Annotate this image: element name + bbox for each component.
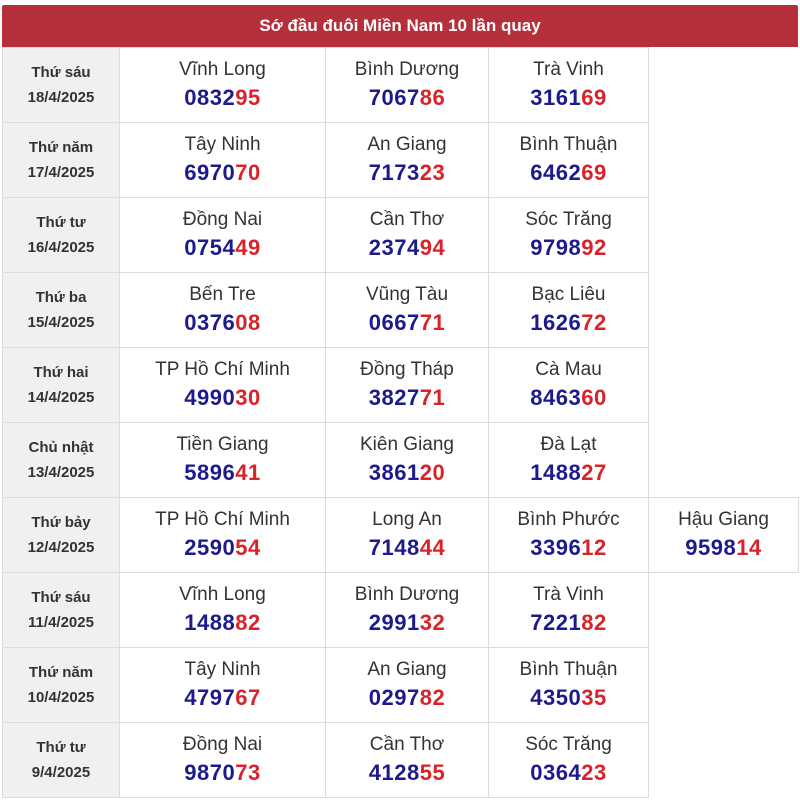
number-head-digits: 0754 — [184, 235, 236, 260]
province-result-cell — [120, 123, 326, 198]
number-tail-digits: 71 — [419, 310, 446, 335]
number-tail-digits: 69 — [581, 85, 607, 110]
weekday-label: Thứ hai — [33, 364, 89, 381]
number-tail-digits: 82 — [235, 610, 261, 635]
number-head-digits: 3827 — [368, 385, 420, 410]
prize-number — [120, 458, 325, 488]
province-name: Tây Ninh — [184, 134, 261, 155]
number-tail-digits: 55 — [419, 760, 446, 785]
number-head-digits: 5896 — [184, 460, 236, 485]
province-name: Cần Thơ — [369, 734, 445, 755]
number-head-digits: 0832 — [184, 85, 236, 110]
results-table-body — [3, 48, 799, 798]
number-head-digits: 4990 — [184, 385, 236, 410]
draw-date: 11/4/2025 — [28, 614, 94, 631]
province-result-cell — [649, 498, 799, 573]
prize-number — [326, 308, 488, 338]
province-name: Long An — [372, 509, 442, 530]
weekday-label: Chủ nhật — [28, 439, 94, 456]
empty-cell — [649, 648, 799, 723]
province-name: Kiên Giang — [359, 434, 454, 455]
province-name: Bình Thuận — [519, 134, 618, 155]
table-row — [3, 573, 799, 648]
province-result-cell — [489, 648, 649, 723]
province-name: Bình Thuận — [519, 659, 618, 680]
number-head-digits: 2590 — [184, 535, 236, 560]
number-head-digits: 1488 — [530, 460, 582, 485]
date-cell — [3, 348, 120, 423]
province-result-cell — [326, 273, 489, 348]
weekday-label: Thứ ba — [35, 289, 87, 306]
province-result-cell — [489, 123, 649, 198]
weekday-label: Thứ năm — [28, 664, 94, 681]
prize-number — [120, 758, 325, 788]
table-row — [3, 273, 799, 348]
prize-number — [120, 608, 325, 638]
number-tail-digits: 94 — [419, 235, 446, 260]
province-result-cell — [120, 273, 326, 348]
province-result-cell — [326, 198, 489, 273]
table-row — [3, 723, 799, 798]
number-tail-digits: 35 — [581, 685, 607, 710]
province-name: Vũng Tàu — [365, 284, 449, 305]
number-head-digits: 0667 — [368, 310, 420, 335]
number-head-digits: 0297 — [368, 685, 420, 710]
table-row — [3, 48, 799, 123]
prize-number — [326, 83, 488, 113]
prize-number — [120, 683, 325, 713]
number-tail-digits: 54 — [235, 535, 261, 560]
province-name: Bình Dương — [354, 59, 460, 80]
number-tail-digits: 95 — [235, 85, 261, 110]
province-result-cell — [326, 498, 489, 573]
weekday-label: Thứ năm — [28, 139, 94, 156]
prize-number — [489, 308, 648, 338]
prize-number — [489, 233, 648, 263]
number-head-digits: 0364 — [530, 760, 582, 785]
number-head-digits: 1488 — [184, 610, 236, 635]
number-tail-digits: 12 — [581, 535, 607, 560]
province-name: An Giang — [367, 659, 447, 680]
table-row — [3, 348, 799, 423]
number-tail-digits: 20 — [419, 460, 446, 485]
province-result-cell — [326, 648, 489, 723]
province-result-cell — [489, 348, 649, 423]
date-cell — [3, 498, 120, 573]
prize-number — [326, 683, 488, 713]
number-tail-digits: 92 — [581, 235, 607, 260]
draw-date: 12/4/2025 — [27, 539, 95, 556]
prize-number — [326, 608, 488, 638]
table-row — [3, 198, 799, 273]
number-head-digits: 2374 — [368, 235, 420, 260]
number-tail-digits: 08 — [235, 310, 261, 335]
province-name: Cần Thơ — [369, 209, 445, 230]
prize-number — [120, 83, 325, 113]
prize-number — [489, 683, 648, 713]
province-name: Vĩnh Long — [179, 584, 266, 605]
draw-date: 14/4/2025 — [27, 389, 95, 406]
table-row — [3, 423, 799, 498]
prize-number — [489, 458, 648, 488]
number-tail-digits: 30 — [235, 385, 261, 410]
prize-number — [326, 383, 488, 413]
number-tail-digits: 49 — [235, 235, 261, 260]
empty-cell — [649, 198, 799, 273]
date-cell — [3, 648, 120, 723]
date-cell — [3, 273, 120, 348]
date-cell — [3, 573, 120, 648]
province-result-cell — [326, 423, 489, 498]
date-cell — [3, 198, 120, 273]
province-name: Bến Tre — [189, 284, 256, 305]
province-name: Sóc Trăng — [525, 734, 612, 755]
number-tail-digits: 44 — [419, 535, 446, 560]
number-tail-digits: 67 — [235, 685, 261, 710]
date-cell — [3, 723, 120, 798]
number-head-digits: 3861 — [368, 460, 420, 485]
draw-date: 16/4/2025 — [27, 239, 95, 256]
draw-date: 18/4/2025 — [27, 89, 95, 106]
number-head-digits: 0376 — [184, 310, 236, 335]
empty-cell — [649, 723, 799, 798]
province-name: TP Hồ Chí Minh — [155, 359, 290, 380]
number-head-digits: 9870 — [184, 760, 236, 785]
province-result-cell — [326, 123, 489, 198]
number-head-digits: 7067 — [368, 85, 420, 110]
province-result-cell — [120, 48, 326, 123]
empty-cell — [649, 423, 799, 498]
date-cell — [3, 123, 120, 198]
prize-number — [489, 158, 648, 188]
prize-number — [326, 158, 488, 188]
prize-number — [120, 158, 325, 188]
weekday-label: Thứ sáu — [31, 589, 91, 606]
province-name: Đồng Tháp — [360, 359, 454, 380]
number-tail-digits: 73 — [235, 760, 261, 785]
prize-number — [489, 83, 648, 113]
province-name: Vĩnh Long — [179, 59, 266, 80]
draw-date: 13/4/2025 — [27, 464, 95, 481]
province-result-cell — [326, 723, 489, 798]
panel-title: Sớ đầu đuôi Miền Nam 10 lần quay — [2, 5, 798, 47]
number-tail-digits: 69 — [581, 160, 607, 185]
province-result-cell — [120, 348, 326, 423]
number-tail-digits: 27 — [581, 460, 607, 485]
province-name: TP Hồ Chí Minh — [155, 509, 290, 530]
prize-number — [326, 233, 488, 263]
province-name: Tây Ninh — [184, 659, 261, 680]
province-name: Tiền Giang — [176, 434, 269, 455]
prize-number — [649, 533, 798, 563]
province-result-cell — [489, 723, 649, 798]
province-name: Trà Vinh — [533, 59, 604, 80]
draw-date: 9/4/2025 — [31, 764, 91, 781]
province-result-cell — [489, 498, 649, 573]
table-row — [3, 498, 799, 573]
number-head-digits: 4350 — [530, 685, 582, 710]
province-result-cell — [489, 273, 649, 348]
prize-number — [326, 458, 488, 488]
number-tail-digits: 32 — [419, 610, 446, 635]
province-result-cell — [120, 198, 326, 273]
prize-number — [120, 533, 325, 563]
number-head-digits: 2991 — [368, 610, 420, 635]
number-tail-digits: 14 — [736, 535, 762, 560]
draw-date: 15/4/2025 — [27, 314, 95, 331]
number-head-digits: 7148 — [368, 535, 420, 560]
number-tail-digits: 70 — [235, 160, 261, 185]
number-head-digits: 9798 — [530, 235, 582, 260]
province-result-cell — [120, 498, 326, 573]
province-result-cell — [326, 48, 489, 123]
province-name: Đồng Nai — [182, 734, 263, 755]
empty-cell — [649, 573, 799, 648]
number-tail-digits: 82 — [419, 685, 446, 710]
prize-number — [489, 608, 648, 638]
number-head-digits: 3396 — [530, 535, 582, 560]
weekday-label: Thứ bảy — [31, 514, 91, 531]
empty-cell — [649, 48, 799, 123]
date-cell — [3, 48, 120, 123]
prize-number — [326, 758, 488, 788]
province-result-cell — [489, 198, 649, 273]
number-tail-digits: 72 — [581, 310, 607, 335]
weekday-label: Thứ tư — [36, 739, 86, 756]
province-name: Bình Phước — [517, 509, 620, 530]
draw-date: 10/4/2025 — [27, 689, 95, 706]
prize-number — [326, 533, 488, 563]
date-cell — [3, 423, 120, 498]
province-name: Trà Vinh — [533, 584, 604, 605]
table-row — [3, 123, 799, 198]
number-head-digits: 6970 — [184, 160, 236, 185]
province-result-cell — [326, 348, 489, 423]
number-tail-digits: 82 — [581, 610, 607, 635]
province-name: Đồng Nai — [182, 209, 263, 230]
province-result-cell — [489, 48, 649, 123]
prize-number — [120, 233, 325, 263]
prize-number — [120, 308, 325, 338]
province-name: Hậu Giang — [678, 509, 769, 530]
prize-number — [120, 383, 325, 413]
results-panel — [2, 5, 798, 798]
province-name: Đà Lạt — [540, 434, 597, 455]
province-result-cell — [120, 648, 326, 723]
number-head-digits: 3161 — [530, 85, 582, 110]
number-tail-digits: 71 — [419, 385, 446, 410]
number-head-digits: 4128 — [368, 760, 420, 785]
empty-cell — [649, 273, 799, 348]
results-table — [2, 47, 799, 798]
province-result-cell — [489, 573, 649, 648]
province-result-cell — [120, 723, 326, 798]
number-head-digits: 4797 — [184, 685, 236, 710]
table-row — [3, 648, 799, 723]
province-name: Cà Mau — [535, 359, 602, 380]
empty-cell — [649, 123, 799, 198]
draw-date: 17/4/2025 — [27, 164, 95, 181]
number-head-digits: 9598 — [685, 535, 737, 560]
province-name: Sóc Trăng — [525, 209, 612, 230]
province-result-cell — [326, 573, 489, 648]
province-result-cell — [120, 423, 326, 498]
weekday-label: Thứ sáu — [31, 64, 91, 81]
weekday-label: Thứ tư — [36, 214, 86, 231]
number-head-digits: 7173 — [368, 160, 420, 185]
number-tail-digits: 41 — [235, 460, 261, 485]
number-tail-digits: 86 — [419, 85, 446, 110]
province-result-cell — [120, 573, 326, 648]
number-head-digits: 1626 — [530, 310, 582, 335]
province-result-cell — [489, 423, 649, 498]
province-name: Bạc Liêu — [531, 284, 606, 305]
province-name: An Giang — [367, 134, 447, 155]
number-head-digits: 6462 — [530, 160, 582, 185]
number-tail-digits: 60 — [581, 385, 607, 410]
prize-number — [489, 533, 648, 563]
prize-number — [489, 383, 648, 413]
number-head-digits: 7221 — [530, 610, 582, 635]
number-tail-digits: 23 — [581, 760, 607, 785]
prize-number — [489, 758, 648, 788]
number-tail-digits: 23 — [419, 160, 446, 185]
number-head-digits: 8463 — [530, 385, 582, 410]
province-name: Bình Dương — [354, 584, 460, 605]
empty-cell — [649, 348, 799, 423]
